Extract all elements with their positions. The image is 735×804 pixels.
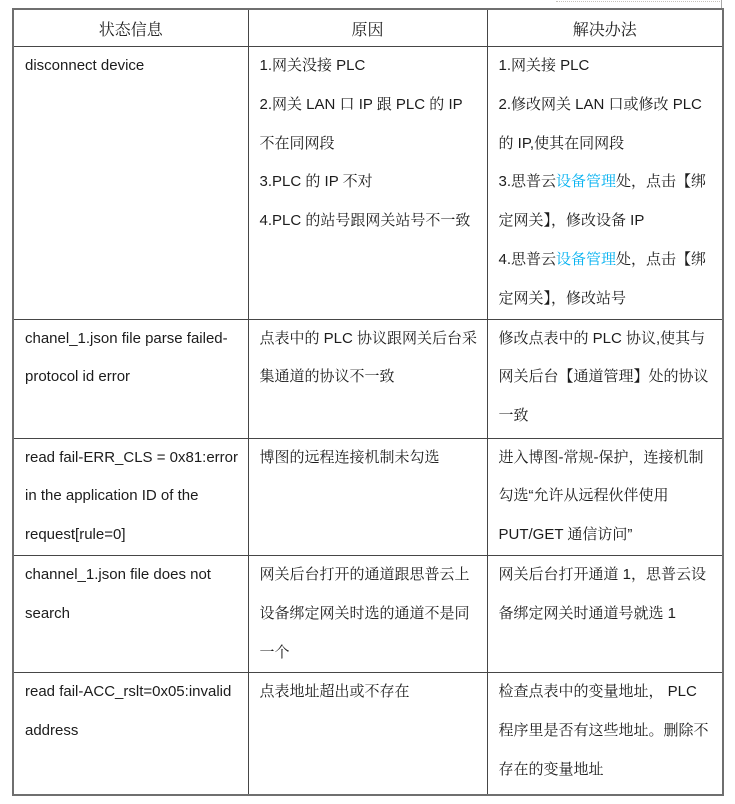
cell-reason	[248, 319, 487, 438]
paragraph: 点表中的 PLC 协议跟网关后台采集通道的协议不一致	[259, 329, 478, 386]
paragraph: 4.思普云设备管理处，点击【绑定网关】，修改站号	[498, 250, 707, 307]
cell-solution	[487, 438, 723, 555]
header-row	[13, 9, 723, 47]
cell-status	[13, 555, 248, 672]
paragraph: 3.思普云设备管理处，点击【绑定网关】，修改设备 IP	[498, 173, 707, 230]
cell-reason	[248, 47, 487, 320]
paragraph: read fail-ACC_rslt=0x05:invalid address	[25, 683, 232, 740]
table-body	[13, 47, 723, 795]
paragraph: 网关后台打开的通道跟思普云上设备绑定网关时选的通道不是同一个	[259, 565, 470, 661]
page-edge-dotted-line	[556, 1, 722, 2]
paragraph: 点表地址超出或不存在	[259, 683, 410, 701]
table-row	[13, 555, 723, 672]
highlighted-term: 设备管理	[556, 173, 617, 191]
header-reason: 原因	[248, 9, 487, 47]
paragraph: 博图的远程连接机制未勾选	[259, 448, 440, 466]
cell-status	[13, 438, 248, 555]
cell-reason	[248, 673, 487, 795]
troubleshooting-table	[12, 8, 724, 796]
table-row	[13, 438, 723, 555]
cell-status	[13, 673, 248, 795]
paragraph: channel_1.json file does not search	[25, 565, 211, 622]
header-status: 状态信息	[13, 9, 248, 47]
cell-reason	[248, 438, 487, 555]
paragraph: 进入博图-常规-保护，连接机制勾选“允许从远程伙伴使用 PUT/GET 通信访问”	[498, 448, 704, 544]
table-row	[13, 673, 723, 795]
cell-reason	[248, 555, 487, 672]
paragraph: read fail-ERR_CLS = 0x81:error in the application ID of the request[rule=0]	[25, 448, 239, 544]
paragraph: 1.网关没接 PLC	[259, 57, 366, 74]
paragraph: 检查点表中的变量地址， PLC 程序里是否有这些地址。删除不存在的变量地址	[498, 683, 709, 778]
paragraph: 网关后台打开通道 1，思普云设备绑定网关时通道号就选 1	[498, 565, 707, 622]
paragraph: chanel_1.json file parse failed-protocol id error	[25, 329, 228, 386]
paragraph: 3.PLC 的 IP 不对	[259, 173, 373, 191]
table-row	[13, 47, 723, 320]
paragraph: 1.网关接 PLC	[498, 57, 590, 74]
paragraph: 4.PLC 的站号跟网关站号不一致	[259, 212, 471, 230]
paragraph: 2.网关 LAN 口 IP 跟 PLC 的 IP 不在同网段	[259, 95, 463, 152]
highlighted-term: 设备管理	[556, 250, 617, 268]
paragraph: 修改点表中的 PLC 协议,使其与网关后台【通道管理】处的协议一致	[498, 329, 709, 425]
table-row	[13, 319, 723, 438]
cell-solution	[487, 555, 723, 672]
cell-status	[13, 47, 248, 320]
cell-status	[13, 319, 248, 438]
cell-solution	[487, 47, 723, 320]
paragraph: disconnect device	[25, 57, 145, 74]
cell-solution	[487, 319, 723, 438]
cell-solution	[487, 673, 723, 795]
header-solution: 解决办法	[487, 9, 723, 47]
paragraph: 2.修改网关 LAN 口或修改 PLC 的 IP,使其在同网段	[498, 95, 702, 152]
